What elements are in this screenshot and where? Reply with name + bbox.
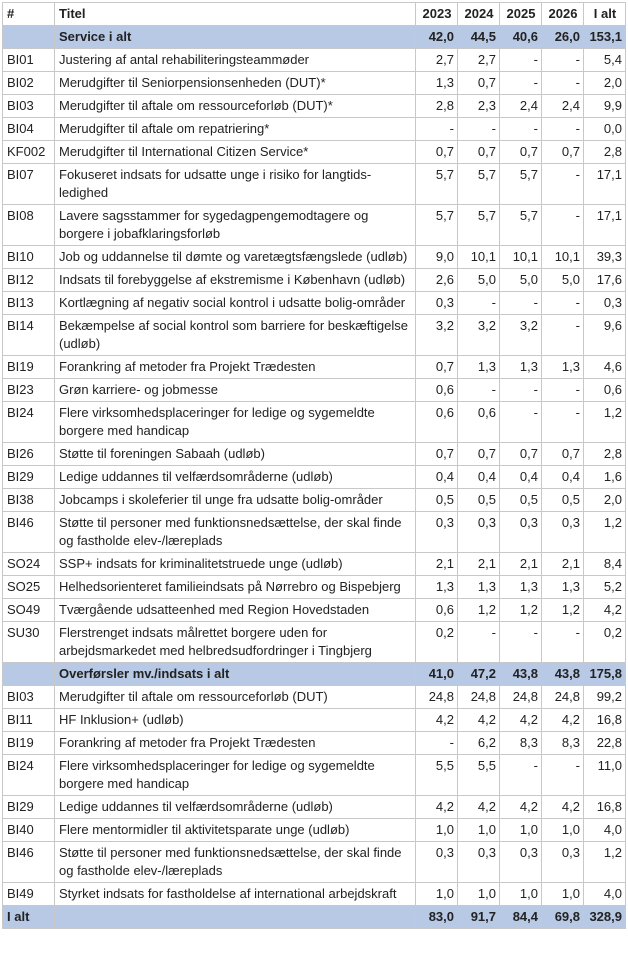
row-value: 1,6 (584, 466, 626, 489)
row-value: 4,0 (584, 819, 626, 842)
row-value: 0,2 (584, 622, 626, 663)
row-value: 24,8 (416, 686, 458, 709)
row-value: 1,2 (584, 842, 626, 883)
row-value: - (542, 315, 584, 356)
row-title: Forankring af metoder fra Projekt Trædesten (55, 732, 416, 755)
row-id: BI49 (3, 883, 55, 906)
row-value: 6,2 (458, 732, 500, 755)
row-value: 2,8 (584, 141, 626, 164)
table-row (3, 118, 626, 141)
row-value: 0,7 (458, 72, 500, 95)
row-value: 5,5 (458, 755, 500, 796)
row-value: 0,3 (458, 512, 500, 553)
table-row (3, 269, 626, 292)
row-value: 0,6 (584, 379, 626, 402)
row-title: Bekæmpelse af social kontrol som barriere for beskæftigelse (udløb) (55, 315, 416, 356)
row-title: Støtte til personer med funktionsnedsættelse, der skal finde og fastholde elev-/læreplads (55, 842, 416, 883)
row-value: - (416, 732, 458, 755)
row-value: 1,0 (458, 883, 500, 906)
column-header-total: I alt (584, 3, 626, 26)
row-value: 2,1 (416, 553, 458, 576)
row-value: 4,2 (542, 796, 584, 819)
row-title: Jobcamps i skoleferier til unge fra udsatte bolig-områder (55, 489, 416, 512)
row-value: 10,1 (542, 246, 584, 269)
row-value: 9,9 (584, 95, 626, 118)
row-value: 0,0 (584, 118, 626, 141)
row-value: - (542, 118, 584, 141)
row-id: BI40 (3, 819, 55, 842)
row-value: 0,5 (500, 489, 542, 512)
row-value: 2,0 (584, 489, 626, 512)
row-id: BI12 (3, 269, 55, 292)
row-value: 24,8 (458, 686, 500, 709)
row-value: 1,3 (542, 356, 584, 379)
row-value: 0,4 (458, 466, 500, 489)
grand-total-title-cell (55, 906, 416, 929)
row-value: - (542, 402, 584, 443)
row-value: - (542, 205, 584, 246)
row-value: 0,6 (416, 379, 458, 402)
row-title: Lavere sagsstammer for sygedagpengemodtagere og borgere i jobafklaringsforløb (55, 205, 416, 246)
row-title: Flere virksomhedsplaceringer for ledige og sygemeldte borgere med handicap (55, 402, 416, 443)
row-value: - (542, 755, 584, 796)
table-row (3, 819, 626, 842)
row-value: 4,2 (500, 709, 542, 732)
row-value: 24,8 (500, 686, 542, 709)
row-value: 1,0 (416, 883, 458, 906)
row-value: - (542, 622, 584, 663)
table-row (3, 842, 626, 883)
row-title: Merudgifter til aftale om ressourceforløb (DUT) (55, 686, 416, 709)
row-value: 5,5 (416, 755, 458, 796)
row-value: - (500, 49, 542, 72)
row-value: 1,2 (542, 599, 584, 622)
table-row (3, 755, 626, 796)
row-id: BI04 (3, 118, 55, 141)
row-value: 0,7 (542, 141, 584, 164)
row-id: BI07 (3, 164, 55, 205)
row-value: 5,2 (584, 576, 626, 599)
row-id: BI13 (3, 292, 55, 315)
row-value: 3,2 (500, 315, 542, 356)
row-title: Ledige uddannes til velfærdsområderne (udløb) (55, 466, 416, 489)
row-title: Flerstrenget indsats målrettet borgere uden for arbejdsmarkedet med helbredsudfordringer i Tingbjerg (55, 622, 416, 663)
table-row (3, 883, 626, 906)
row-value: 4,2 (500, 796, 542, 819)
row-value: - (500, 72, 542, 95)
row-value: 1,0 (542, 819, 584, 842)
table-row (3, 796, 626, 819)
table-row (3, 205, 626, 246)
row-value: 1,3 (416, 72, 458, 95)
table-row (3, 95, 626, 118)
row-id: BI29 (3, 466, 55, 489)
row-value: - (458, 118, 500, 141)
row-id: BI38 (3, 489, 55, 512)
row-value: 5,0 (500, 269, 542, 292)
grand-total-value: 91,7 (458, 906, 500, 929)
section-total-value: 26,0 (542, 26, 584, 49)
row-value: 0,3 (500, 842, 542, 883)
row-title: Støtte til personer med funktionsnedsættelse, der skal finde og fastholde elev-/læreplads (55, 512, 416, 553)
row-id: BI11 (3, 709, 55, 732)
row-value: 0,4 (416, 466, 458, 489)
row-value: - (500, 622, 542, 663)
row-value: 1,2 (584, 512, 626, 553)
row-id: BI01 (3, 49, 55, 72)
row-value: 1,3 (458, 576, 500, 599)
section-id-cell (3, 26, 55, 49)
table-row (3, 141, 626, 164)
row-value: 0,7 (500, 443, 542, 466)
column-header-2024: 2024 (458, 3, 500, 26)
row-value: 17,6 (584, 269, 626, 292)
row-value: - (500, 402, 542, 443)
section-total-value: 43,8 (500, 663, 542, 686)
row-value: 99,2 (584, 686, 626, 709)
row-value: 0,3 (542, 842, 584, 883)
section-title: Service i alt (55, 26, 416, 49)
row-value: 0,7 (416, 141, 458, 164)
table-row (3, 315, 626, 356)
row-id: BI08 (3, 205, 55, 246)
row-value: 5,7 (458, 205, 500, 246)
row-value: 2,1 (542, 553, 584, 576)
row-value: - (542, 72, 584, 95)
table-row (3, 246, 626, 269)
row-value: 8,4 (584, 553, 626, 576)
row-value: 11,0 (584, 755, 626, 796)
row-value: 3,2 (458, 315, 500, 356)
row-value: 8,3 (500, 732, 542, 755)
grand-total-label: I alt (3, 906, 55, 929)
row-value: 1,2 (458, 599, 500, 622)
grand-total-value: 83,0 (416, 906, 458, 929)
row-value: 1,2 (584, 402, 626, 443)
row-value: 0,7 (416, 443, 458, 466)
row-value: 2,6 (416, 269, 458, 292)
row-value: 0,7 (458, 141, 500, 164)
table-row (3, 164, 626, 205)
column-header-2026: 2026 (542, 3, 584, 26)
section-total-value: 43,8 (542, 663, 584, 686)
row-value: - (416, 118, 458, 141)
row-value: - (542, 292, 584, 315)
table-row (3, 512, 626, 553)
row-value: 2,4 (500, 95, 542, 118)
row-value: 9,6 (584, 315, 626, 356)
table-row (3, 709, 626, 732)
row-title: Merudgifter til International Citizen Service* (55, 141, 416, 164)
row-value: 4,6 (584, 356, 626, 379)
row-value: 2,1 (500, 553, 542, 576)
row-value: 39,3 (584, 246, 626, 269)
table-header-row (3, 3, 626, 26)
row-id: BI24 (3, 755, 55, 796)
row-title: Grøn karriere- og jobmesse (55, 379, 416, 402)
row-id: BI03 (3, 686, 55, 709)
row-id: BI03 (3, 95, 55, 118)
section-total-value: 47,2 (458, 663, 500, 686)
row-value: 2,8 (416, 95, 458, 118)
section-title: Overførsler mv./indsats i alt (55, 663, 416, 686)
row-value: 1,3 (416, 576, 458, 599)
row-value: 0,3 (500, 512, 542, 553)
row-value: 0,3 (542, 512, 584, 553)
row-value: 0,2 (416, 622, 458, 663)
row-id: BI19 (3, 356, 55, 379)
row-title: Ledige uddannes til velfærdsområderne (udløb) (55, 796, 416, 819)
table-row (3, 599, 626, 622)
row-id: SO24 (3, 553, 55, 576)
row-value: 0,5 (416, 489, 458, 512)
row-title: Forankring af metoder fra Projekt Trædesten (55, 356, 416, 379)
row-value: 2,7 (416, 49, 458, 72)
row-value: 1,3 (500, 576, 542, 599)
row-title: Tværgående udsatteenhed med Region Hovedstaden (55, 599, 416, 622)
table-row (3, 292, 626, 315)
row-title: Kortlægning af negativ social kontrol i udsatte bolig-områder (55, 292, 416, 315)
section-total-value: 41,0 (416, 663, 458, 686)
row-title: Flere mentormidler til aktivitetsparate unge (udløb) (55, 819, 416, 842)
row-value: 0,3 (584, 292, 626, 315)
row-value: 0,3 (416, 292, 458, 315)
row-value: - (542, 164, 584, 205)
row-title: Fokuseret indsats for udsatte unge i risiko for langtids-ledighed (55, 164, 416, 205)
row-value: 0,4 (500, 466, 542, 489)
section-total-value: 153,1 (584, 26, 626, 49)
grand-total-row (3, 906, 626, 929)
row-value: 0,3 (416, 842, 458, 883)
row-value: 8,3 (542, 732, 584, 755)
table-row (3, 466, 626, 489)
row-title: Styrket indsats for fastholdelse af international arbejdskraft (55, 883, 416, 906)
row-title: Job og uddannelse til dømte og varetægtsfængslede (udløb) (55, 246, 416, 269)
column-header-2023: 2023 (416, 3, 458, 26)
row-value: 4,2 (458, 709, 500, 732)
table-row (3, 356, 626, 379)
row-value: - (500, 292, 542, 315)
row-value: 1,0 (500, 883, 542, 906)
row-value: 0,6 (458, 402, 500, 443)
table-body (3, 26, 626, 929)
row-value: 2,1 (458, 553, 500, 576)
row-value: 1,3 (500, 356, 542, 379)
row-id: KF002 (3, 141, 55, 164)
row-value: 4,2 (416, 709, 458, 732)
row-value: - (458, 622, 500, 663)
row-value: 0,7 (416, 356, 458, 379)
row-id: BI46 (3, 512, 55, 553)
row-value: 10,1 (500, 246, 542, 269)
row-id: BI24 (3, 402, 55, 443)
row-value: 5,7 (500, 164, 542, 205)
row-value: - (542, 49, 584, 72)
row-value: 22,8 (584, 732, 626, 755)
row-id: SO49 (3, 599, 55, 622)
row-id: BI29 (3, 796, 55, 819)
row-id: SU30 (3, 622, 55, 663)
row-value: - (500, 379, 542, 402)
row-value: 0,6 (416, 599, 458, 622)
table-row (3, 72, 626, 95)
row-value: - (542, 379, 584, 402)
row-value: 0,7 (542, 443, 584, 466)
row-value: 2,8 (584, 443, 626, 466)
row-title: Merudgifter til Seniorpensionsenheden (DUT)* (55, 72, 416, 95)
table-row (3, 686, 626, 709)
row-id: BI14 (3, 315, 55, 356)
row-value: 16,8 (584, 796, 626, 819)
row-value: 5,7 (416, 205, 458, 246)
row-id: SO25 (3, 576, 55, 599)
row-title: HF Inklusion+ (udløb) (55, 709, 416, 732)
row-value: 0,6 (416, 402, 458, 443)
row-value: 0,3 (416, 512, 458, 553)
row-value: 4,2 (542, 709, 584, 732)
budget-table (2, 2, 626, 929)
row-title: Merudgifter til aftale om repatriering* (55, 118, 416, 141)
grand-total-value: 69,8 (542, 906, 584, 929)
row-value: 2,3 (458, 95, 500, 118)
table-row (3, 553, 626, 576)
row-value: 2,0 (584, 72, 626, 95)
row-value: 0,5 (542, 489, 584, 512)
row-id: BI02 (3, 72, 55, 95)
table-row (3, 622, 626, 663)
section-total-value: 40,6 (500, 26, 542, 49)
row-value: - (458, 292, 500, 315)
section-id-cell (3, 663, 55, 686)
section-total-value: 175,8 (584, 663, 626, 686)
row-value: 9,0 (416, 246, 458, 269)
row-value: 3,2 (416, 315, 458, 356)
row-value: 5,7 (416, 164, 458, 205)
grand-total-value: 84,4 (500, 906, 542, 929)
row-value: 1,0 (416, 819, 458, 842)
row-value: 1,2 (500, 599, 542, 622)
row-value: 5,4 (584, 49, 626, 72)
row-value: 0,3 (458, 842, 500, 883)
row-value: 4,2 (584, 599, 626, 622)
table-row (3, 402, 626, 443)
row-value: 5,0 (542, 269, 584, 292)
row-value: 24,8 (542, 686, 584, 709)
row-value: 17,1 (584, 205, 626, 246)
row-value: 1,0 (458, 819, 500, 842)
row-title: SSP+ indsats for kriminalitetstruede unge (udløb) (55, 553, 416, 576)
row-value: - (500, 755, 542, 796)
column-header-title: Titel (55, 3, 416, 26)
row-value: 4,2 (458, 796, 500, 819)
row-value: 1,3 (458, 356, 500, 379)
row-value: 2,4 (542, 95, 584, 118)
section-total-value: 44,5 (458, 26, 500, 49)
row-value: 5,0 (458, 269, 500, 292)
section-total-row (3, 663, 626, 686)
section-total-value: 42,0 (416, 26, 458, 49)
table-row (3, 576, 626, 599)
row-value: 0,5 (458, 489, 500, 512)
row-title: Indsats til forebyggelse af ekstremisme i København (udløb) (55, 269, 416, 292)
row-id: BI26 (3, 443, 55, 466)
row-value: 5,7 (500, 205, 542, 246)
row-value: 16,8 (584, 709, 626, 732)
row-id: BI23 (3, 379, 55, 402)
row-value: 0,4 (542, 466, 584, 489)
row-id: BI46 (3, 842, 55, 883)
row-title: Helhedsorienteret familieindsats på Nørrebro og Bispebjerg (55, 576, 416, 599)
row-value: 1,3 (542, 576, 584, 599)
row-value: 1,0 (542, 883, 584, 906)
row-value: - (500, 118, 542, 141)
row-value: 17,1 (584, 164, 626, 205)
table-row (3, 732, 626, 755)
row-title: Justering af antal rehabiliteringsteammøder (55, 49, 416, 72)
row-value: 5,7 (458, 164, 500, 205)
row-title: Støtte til foreningen Sabaah (udløb) (55, 443, 416, 466)
row-id: BI19 (3, 732, 55, 755)
row-value: 10,1 (458, 246, 500, 269)
table-row (3, 489, 626, 512)
row-id: BI10 (3, 246, 55, 269)
section-total-row (3, 26, 626, 49)
grand-total-value: 328,9 (584, 906, 626, 929)
row-value: 0,7 (458, 443, 500, 466)
row-value: 4,0 (584, 883, 626, 906)
row-value: - (458, 379, 500, 402)
table-row (3, 49, 626, 72)
table-row (3, 443, 626, 466)
row-value: 2,7 (458, 49, 500, 72)
row-title: Flere virksomhedsplaceringer for ledige og sygemeldte borgere med handicap (55, 755, 416, 796)
row-title: Merudgifter til aftale om ressourceforløb (DUT)* (55, 95, 416, 118)
row-value: 1,0 (500, 819, 542, 842)
row-value: 0,7 (500, 141, 542, 164)
column-header-id: # (3, 3, 55, 26)
row-value: 4,2 (416, 796, 458, 819)
column-header-2025: 2025 (500, 3, 542, 26)
table-row (3, 379, 626, 402)
